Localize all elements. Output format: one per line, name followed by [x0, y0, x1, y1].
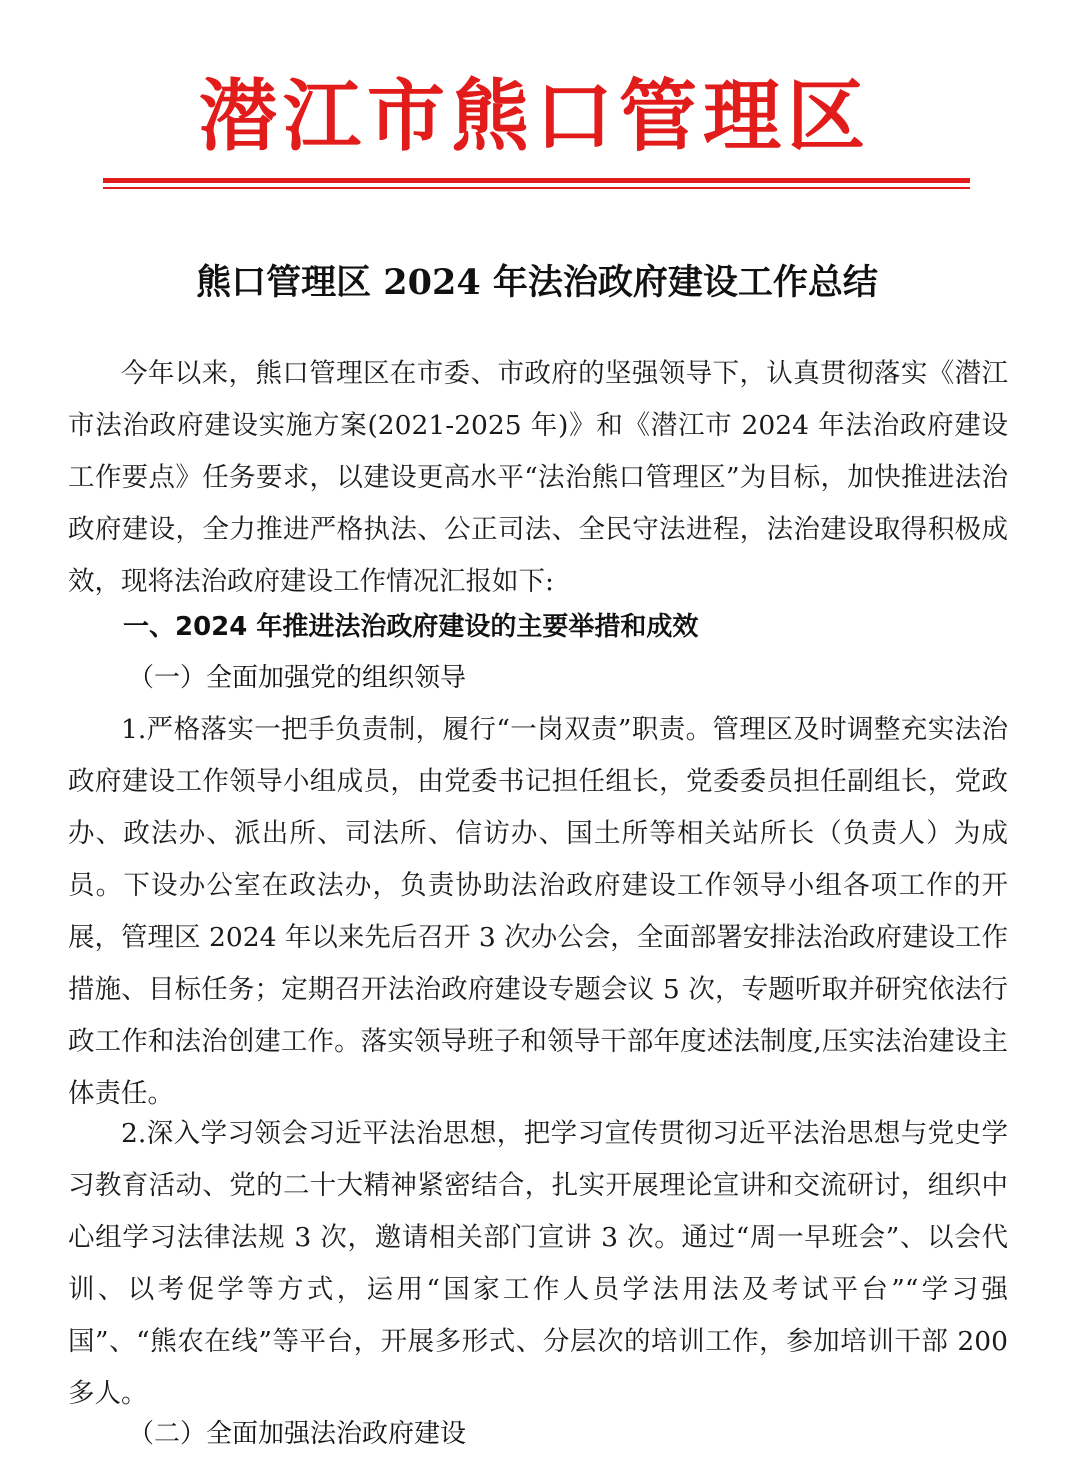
masthead-thick-rule	[103, 178, 970, 183]
subsection-1-heading: （一）全面加强党的组织领导	[128, 663, 467, 693]
masthead-title: 潜江市熊口管理区	[198, 71, 871, 162]
masthead-thin-rule	[103, 187, 970, 189]
document-title: 熊口管理区 2024 年法治政府建设工作总结	[196, 262, 878, 303]
intro-paragraph: 今年以来，熊口管理区在市委、市政府的坚强领导下，认真贯彻落实《潜江市法治政府建设实施方案(2021-2025 年)》和《潜江市 2024 年法治政府建设工作要点》任务要求，以建设更高水平“法治熊口管理区”为目标，加快推进法治政府建设，全力推进严格执法、公正司法、全民守法进程，法治建设取得积极成效，现将法治政府建设工作情况汇报如下:	[68, 358, 1008, 597]
paragraph-2: 2.深入学习领会习近平法治思想，把学习宣传贯彻习近平法治思想与党史学习教育活动、党的二十大精神紧密结合，扎实开展理论宣讲和交流研讨，组织中心组学习法律法规 3 次，邀请相关部门宣讲 3 次。通过“周一早班会”、以会代训、以考促学等方式，运用“国家工作人员学法用法及考试平台”“学习强国”、“熊农在线”等平台，开展多形式、分层次的培训工作，参加培训干部 200 多人。	[68, 1118, 1008, 1409]
section-1-heading: 一、2024 年推进法治政府建设的主要举措和成效	[123, 612, 699, 642]
subsection-2-heading: （二）全面加强法治政府建设	[128, 1419, 467, 1449]
paragraph-1: 1.严格落实一把手负责制，履行“一岗双责”职责。管理区及时调整充实法治政府建设工作领导小组成员，由党委书记担任组长，党委委员担任副组长，党政办、政法办、派出所、司法所、信访办、国土所等相关站所长（负责人）为成员。下设办公室在政法办，负责协助法治政府建设工作领导小组各项工作的开展，管理区 2024 年以来先后召开 3 次办公会，全面部署安排法治政府建设工作措施、目标任务；定期召开法治政府建设专题会议 5 次，专题听取并研究依法行政工作和法治创建工作。落实领导班子和领导干部年度述法制度,压实法治建设主体责任。	[68, 714, 1008, 1109]
